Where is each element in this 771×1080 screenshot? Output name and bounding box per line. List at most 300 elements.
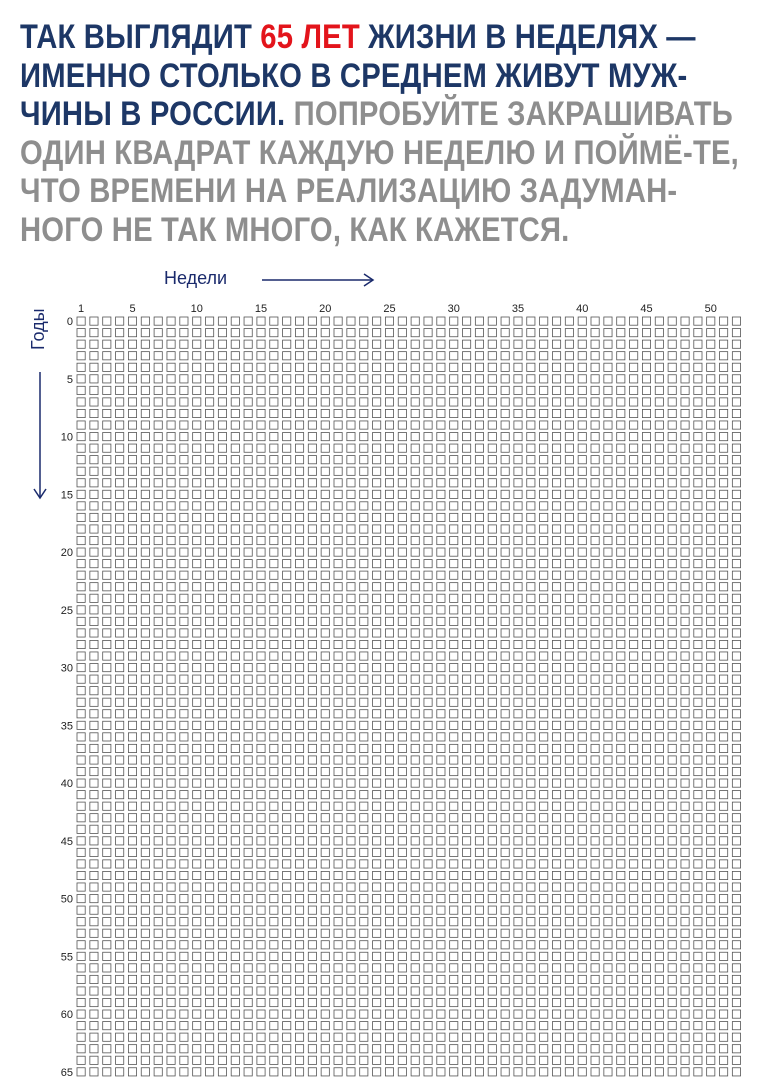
week-cell[interactable] <box>565 779 573 787</box>
week-cell[interactable] <box>668 860 676 868</box>
week-cell[interactable] <box>591 675 599 683</box>
week-cell[interactable] <box>527 998 535 1006</box>
week-cell[interactable] <box>681 352 689 360</box>
week-cell[interactable] <box>347 941 355 949</box>
week-cell[interactable] <box>77 409 85 417</box>
week-cell[interactable] <box>103 317 111 325</box>
week-cell[interactable] <box>591 756 599 764</box>
week-cell[interactable] <box>630 906 638 914</box>
week-cell[interactable] <box>270 398 278 406</box>
week-cell[interactable] <box>295 664 303 672</box>
week-cell[interactable] <box>463 640 471 648</box>
week-cell[interactable] <box>103 560 111 568</box>
week-cell[interactable] <box>463 860 471 868</box>
week-cell[interactable] <box>128 363 136 371</box>
week-cell[interactable] <box>437 409 445 417</box>
week-cell[interactable] <box>450 1056 458 1064</box>
week-cell[interactable] <box>167 571 175 579</box>
week-cell[interactable] <box>681 363 689 371</box>
week-cell[interactable] <box>398 664 406 672</box>
week-cell[interactable] <box>103 998 111 1006</box>
week-cell[interactable] <box>385 918 393 926</box>
week-cell[interactable] <box>655 1033 663 1041</box>
week-cell[interactable] <box>270 1045 278 1053</box>
week-cell[interactable] <box>655 698 663 706</box>
week-cell[interactable] <box>193 825 201 833</box>
week-cell[interactable] <box>167 352 175 360</box>
week-cell[interactable] <box>424 548 432 556</box>
week-cell[interactable] <box>90 675 98 683</box>
week-cell[interactable] <box>398 456 406 464</box>
week-cell[interactable] <box>193 860 201 868</box>
week-cell[interactable] <box>514 386 522 394</box>
week-cell[interactable] <box>141 860 149 868</box>
week-cell[interactable] <box>193 998 201 1006</box>
week-cell[interactable] <box>501 1010 509 1018</box>
week-cell[interactable] <box>450 617 458 625</box>
week-cell[interactable] <box>732 860 740 868</box>
week-cell[interactable] <box>270 941 278 949</box>
week-cell[interactable] <box>552 825 560 833</box>
week-cell[interactable] <box>206 606 214 614</box>
week-cell[interactable] <box>167 456 175 464</box>
week-cell[interactable] <box>630 479 638 487</box>
week-cell[interactable] <box>193 767 201 775</box>
week-cell[interactable] <box>732 698 740 706</box>
week-cell[interactable] <box>694 409 702 417</box>
week-cell[interactable] <box>347 721 355 729</box>
week-cell[interactable] <box>218 802 226 810</box>
week-cell[interactable] <box>167 409 175 417</box>
week-cell[interactable] <box>103 825 111 833</box>
week-cell[interactable] <box>642 317 650 325</box>
week-cell[interactable] <box>540 409 548 417</box>
week-cell[interactable] <box>373 652 381 660</box>
week-cell[interactable] <box>463 606 471 614</box>
week-cell[interactable] <box>488 409 496 417</box>
week-cell[interactable] <box>720 536 728 544</box>
week-cell[interactable] <box>694 906 702 914</box>
week-cell[interactable] <box>707 433 715 441</box>
week-cell[interactable] <box>437 675 445 683</box>
week-cell[interactable] <box>257 329 265 337</box>
week-cell[interactable] <box>193 883 201 891</box>
week-cell[interactable] <box>540 317 548 325</box>
week-cell[interactable] <box>90 398 98 406</box>
week-cell[interactable] <box>180 1022 188 1030</box>
week-cell[interactable] <box>90 791 98 799</box>
week-cell[interactable] <box>514 733 522 741</box>
week-cell[interactable] <box>360 929 368 937</box>
week-cell[interactable] <box>283 317 291 325</box>
week-cell[interactable] <box>514 629 522 637</box>
week-cell[interactable] <box>591 952 599 960</box>
week-cell[interactable] <box>475 987 483 995</box>
week-cell[interactable] <box>514 513 522 521</box>
week-cell[interactable] <box>128 340 136 348</box>
week-cell[interactable] <box>642 779 650 787</box>
week-cell[interactable] <box>475 871 483 879</box>
week-cell[interactable] <box>424 629 432 637</box>
week-cell[interactable] <box>141 895 149 903</box>
week-cell[interactable] <box>617 502 625 510</box>
week-cell[interactable] <box>141 398 149 406</box>
week-cell[interactable] <box>257 675 265 683</box>
week-cell[interactable] <box>720 918 728 926</box>
week-cell[interactable] <box>116 375 124 383</box>
week-cell[interactable] <box>90 998 98 1006</box>
week-cell[interactable] <box>732 1033 740 1041</box>
week-cell[interactable] <box>270 375 278 383</box>
week-cell[interactable] <box>116 698 124 706</box>
week-cell[interactable] <box>398 560 406 568</box>
week-cell[interactable] <box>591 606 599 614</box>
week-cell[interactable] <box>218 444 226 452</box>
week-cell[interactable] <box>334 664 342 672</box>
week-cell[interactable] <box>218 629 226 637</box>
week-cell[interactable] <box>655 744 663 752</box>
week-cell[interactable] <box>488 375 496 383</box>
week-cell[interactable] <box>732 791 740 799</box>
week-cell[interactable] <box>450 329 458 337</box>
week-cell[interactable] <box>501 744 509 752</box>
week-cell[interactable] <box>308 871 316 879</box>
week-cell[interactable] <box>231 363 239 371</box>
week-cell[interactable] <box>514 825 522 833</box>
week-cell[interactable] <box>514 848 522 856</box>
week-cell[interactable] <box>642 560 650 568</box>
week-cell[interactable] <box>488 340 496 348</box>
week-cell[interactable] <box>385 594 393 602</box>
week-cell[interactable] <box>231 502 239 510</box>
week-cell[interactable] <box>617 860 625 868</box>
week-cell[interactable] <box>604 525 612 533</box>
week-cell[interactable] <box>334 791 342 799</box>
week-cell[interactable] <box>501 398 509 406</box>
week-cell[interactable] <box>617 756 625 764</box>
week-cell[interactable] <box>116 409 124 417</box>
week-cell[interactable] <box>655 467 663 475</box>
week-cell[interactable] <box>604 860 612 868</box>
week-cell[interactable] <box>540 560 548 568</box>
week-cell[interactable] <box>180 895 188 903</box>
week-cell[interactable] <box>373 964 381 972</box>
week-cell[interactable] <box>707 698 715 706</box>
week-cell[interactable] <box>385 814 393 822</box>
week-cell[interactable] <box>116 767 124 775</box>
week-cell[interactable] <box>103 525 111 533</box>
week-cell[interactable] <box>116 640 124 648</box>
week-cell[interactable] <box>283 479 291 487</box>
week-cell[interactable] <box>231 548 239 556</box>
week-cell[interactable] <box>411 814 419 822</box>
week-cell[interactable] <box>308 918 316 926</box>
week-cell[interactable] <box>642 664 650 672</box>
week-cell[interactable] <box>270 363 278 371</box>
week-cell[interactable] <box>308 1056 316 1064</box>
week-cell[interactable] <box>373 583 381 591</box>
week-cell[interactable] <box>527 698 535 706</box>
week-cell[interactable] <box>283 467 291 475</box>
week-cell[interactable] <box>630 952 638 960</box>
week-cell[interactable] <box>218 1045 226 1053</box>
week-cell[interactable] <box>437 895 445 903</box>
week-cell[interactable] <box>411 825 419 833</box>
week-cell[interactable] <box>501 456 509 464</box>
week-cell[interactable] <box>270 837 278 845</box>
week-cell[interactable] <box>295 329 303 337</box>
week-cell[interactable] <box>642 767 650 775</box>
week-cell[interactable] <box>475 1045 483 1053</box>
week-cell[interactable] <box>103 1045 111 1053</box>
week-cell[interactable] <box>141 721 149 729</box>
week-cell[interactable] <box>385 606 393 614</box>
week-cell[interactable] <box>450 779 458 787</box>
week-cell[interactable] <box>681 560 689 568</box>
week-cell[interactable] <box>283 536 291 544</box>
week-cell[interactable] <box>668 444 676 452</box>
week-cell[interactable] <box>128 467 136 475</box>
week-cell[interactable] <box>707 409 715 417</box>
week-cell[interactable] <box>283 687 291 695</box>
week-cell[interactable] <box>732 525 740 533</box>
week-cell[interactable] <box>668 941 676 949</box>
week-cell[interactable] <box>411 744 419 752</box>
week-cell[interactable] <box>206 1068 214 1076</box>
week-cell[interactable] <box>218 479 226 487</box>
week-cell[interactable] <box>668 1068 676 1076</box>
week-cell[interactable] <box>655 825 663 833</box>
week-cell[interactable] <box>180 525 188 533</box>
week-cell[interactable] <box>668 698 676 706</box>
week-cell[interactable] <box>552 1056 560 1064</box>
week-cell[interactable] <box>128 1022 136 1030</box>
week-cell[interactable] <box>347 456 355 464</box>
week-cell[interactable] <box>655 340 663 348</box>
week-cell[interactable] <box>257 525 265 533</box>
week-cell[interactable] <box>694 814 702 822</box>
week-cell[interactable] <box>642 998 650 1006</box>
week-cell[interactable] <box>501 698 509 706</box>
week-cell[interactable] <box>475 490 483 498</box>
week-cell[interactable] <box>334 687 342 695</box>
week-cell[interactable] <box>565 490 573 498</box>
week-cell[interactable] <box>527 767 535 775</box>
week-cell[interactable] <box>565 536 573 544</box>
week-cell[interactable] <box>720 756 728 764</box>
week-cell[interactable] <box>681 744 689 752</box>
week-cell[interactable] <box>681 871 689 879</box>
week-cell[interactable] <box>373 1033 381 1041</box>
week-cell[interactable] <box>424 941 432 949</box>
week-cell[interactable] <box>360 1056 368 1064</box>
week-cell[interactable] <box>565 1033 573 1041</box>
week-cell[interactable] <box>385 906 393 914</box>
week-cell[interactable] <box>630 398 638 406</box>
week-cell[interactable] <box>77 629 85 637</box>
week-cell[interactable] <box>128 664 136 672</box>
week-cell[interactable] <box>116 502 124 510</box>
week-cell[interactable] <box>154 664 162 672</box>
week-cell[interactable] <box>630 1010 638 1018</box>
week-cell[interactable] <box>77 918 85 926</box>
week-cell[interactable] <box>707 756 715 764</box>
week-cell[interactable] <box>707 421 715 429</box>
week-cell[interactable] <box>218 1010 226 1018</box>
week-cell[interactable] <box>283 525 291 533</box>
week-cell[interactable] <box>424 744 432 752</box>
week-cell[interactable] <box>116 433 124 441</box>
week-cell[interactable] <box>321 675 329 683</box>
week-cell[interactable] <box>514 871 522 879</box>
week-cell[interactable] <box>103 952 111 960</box>
week-cell[interactable] <box>617 340 625 348</box>
week-cell[interactable] <box>231 871 239 879</box>
week-cell[interactable] <box>720 987 728 995</box>
week-cell[interactable] <box>180 675 188 683</box>
week-cell[interactable] <box>540 906 548 914</box>
week-cell[interactable] <box>385 837 393 845</box>
week-cell[interactable] <box>180 421 188 429</box>
week-cell[interactable] <box>218 490 226 498</box>
week-cell[interactable] <box>617 825 625 833</box>
week-cell[interactable] <box>591 329 599 337</box>
week-cell[interactable] <box>707 444 715 452</box>
week-cell[interactable] <box>720 664 728 672</box>
week-cell[interactable] <box>257 363 265 371</box>
week-cell[interactable] <box>283 490 291 498</box>
week-cell[interactable] <box>167 895 175 903</box>
week-cell[interactable] <box>257 317 265 325</box>
week-cell[interactable] <box>514 664 522 672</box>
week-cell[interactable] <box>360 363 368 371</box>
week-cell[interactable] <box>514 1068 522 1076</box>
week-cell[interactable] <box>321 883 329 891</box>
week-cell[interactable] <box>270 871 278 879</box>
week-cell[interactable] <box>77 802 85 810</box>
week-cell[interactable] <box>193 1045 201 1053</box>
week-cell[interactable] <box>360 1033 368 1041</box>
week-cell[interactable] <box>77 733 85 741</box>
week-cell[interactable] <box>141 571 149 579</box>
week-cell[interactable] <box>231 340 239 348</box>
week-cell[interactable] <box>90 756 98 764</box>
week-cell[interactable] <box>193 479 201 487</box>
week-cell[interactable] <box>720 814 728 822</box>
week-cell[interactable] <box>128 1033 136 1041</box>
week-cell[interactable] <box>501 479 509 487</box>
week-cell[interactable] <box>231 375 239 383</box>
week-cell[interactable] <box>655 560 663 568</box>
week-cell[interactable] <box>128 952 136 960</box>
week-cell[interactable] <box>475 952 483 960</box>
week-cell[interactable] <box>218 848 226 856</box>
week-cell[interactable] <box>411 733 419 741</box>
week-cell[interactable] <box>437 929 445 937</box>
week-cell[interactable] <box>206 433 214 441</box>
week-cell[interactable] <box>501 594 509 602</box>
week-cell[interactable] <box>283 433 291 441</box>
week-cell[interactable] <box>141 814 149 822</box>
week-cell[interactable] <box>270 825 278 833</box>
week-cell[interactable] <box>565 398 573 406</box>
week-cell[interactable] <box>398 548 406 556</box>
week-cell[interactable] <box>373 617 381 625</box>
week-cell[interactable] <box>501 906 509 914</box>
week-cell[interactable] <box>180 513 188 521</box>
week-cell[interactable] <box>681 375 689 383</box>
week-cell[interactable] <box>552 975 560 983</box>
week-cell[interactable] <box>732 895 740 903</box>
week-cell[interactable] <box>552 1033 560 1041</box>
week-cell[interactable] <box>385 895 393 903</box>
week-cell[interactable] <box>591 1045 599 1053</box>
week-cell[interactable] <box>617 513 625 521</box>
week-cell[interactable] <box>141 513 149 521</box>
week-cell[interactable] <box>244 952 252 960</box>
week-cell[interactable] <box>604 629 612 637</box>
week-cell[interactable] <box>321 837 329 845</box>
week-cell[interactable] <box>424 1033 432 1041</box>
week-cell[interactable] <box>475 525 483 533</box>
week-cell[interactable] <box>565 652 573 660</box>
week-cell[interactable] <box>321 502 329 510</box>
week-cell[interactable] <box>694 687 702 695</box>
week-cell[interactable] <box>642 791 650 799</box>
week-cell[interactable] <box>642 513 650 521</box>
week-cell[interactable] <box>565 479 573 487</box>
week-cell[interactable] <box>103 513 111 521</box>
week-cell[interactable] <box>385 363 393 371</box>
week-cell[interactable] <box>450 629 458 637</box>
week-cell[interactable] <box>295 536 303 544</box>
week-cell[interactable] <box>206 1056 214 1064</box>
week-cell[interactable] <box>604 975 612 983</box>
week-cell[interactable] <box>347 386 355 394</box>
week-cell[interactable] <box>540 848 548 856</box>
week-cell[interactable] <box>244 767 252 775</box>
week-cell[interactable] <box>617 583 625 591</box>
week-cell[interactable] <box>334 895 342 903</box>
week-cell[interactable] <box>552 767 560 775</box>
week-cell[interactable] <box>552 490 560 498</box>
week-cell[interactable] <box>90 871 98 879</box>
week-cell[interactable] <box>604 675 612 683</box>
week-cell[interactable] <box>398 606 406 614</box>
week-cell[interactable] <box>373 664 381 672</box>
week-cell[interactable] <box>283 998 291 1006</box>
week-cell[interactable] <box>552 710 560 718</box>
week-cell[interactable] <box>373 467 381 475</box>
week-cell[interactable] <box>578 409 586 417</box>
week-cell[interactable] <box>450 941 458 949</box>
week-cell[interactable] <box>167 1056 175 1064</box>
week-cell[interactable] <box>694 386 702 394</box>
week-cell[interactable] <box>398 767 406 775</box>
week-cell[interactable] <box>308 640 316 648</box>
week-cell[interactable] <box>578 571 586 579</box>
week-cell[interactable] <box>668 733 676 741</box>
week-cell[interactable] <box>244 791 252 799</box>
week-cell[interactable] <box>193 386 201 394</box>
week-cell[interactable] <box>167 952 175 960</box>
week-cell[interactable] <box>244 352 252 360</box>
week-cell[interactable] <box>141 929 149 937</box>
week-cell[interactable] <box>604 421 612 429</box>
week-cell[interactable] <box>437 698 445 706</box>
week-cell[interactable] <box>552 525 560 533</box>
week-cell[interactable] <box>347 363 355 371</box>
